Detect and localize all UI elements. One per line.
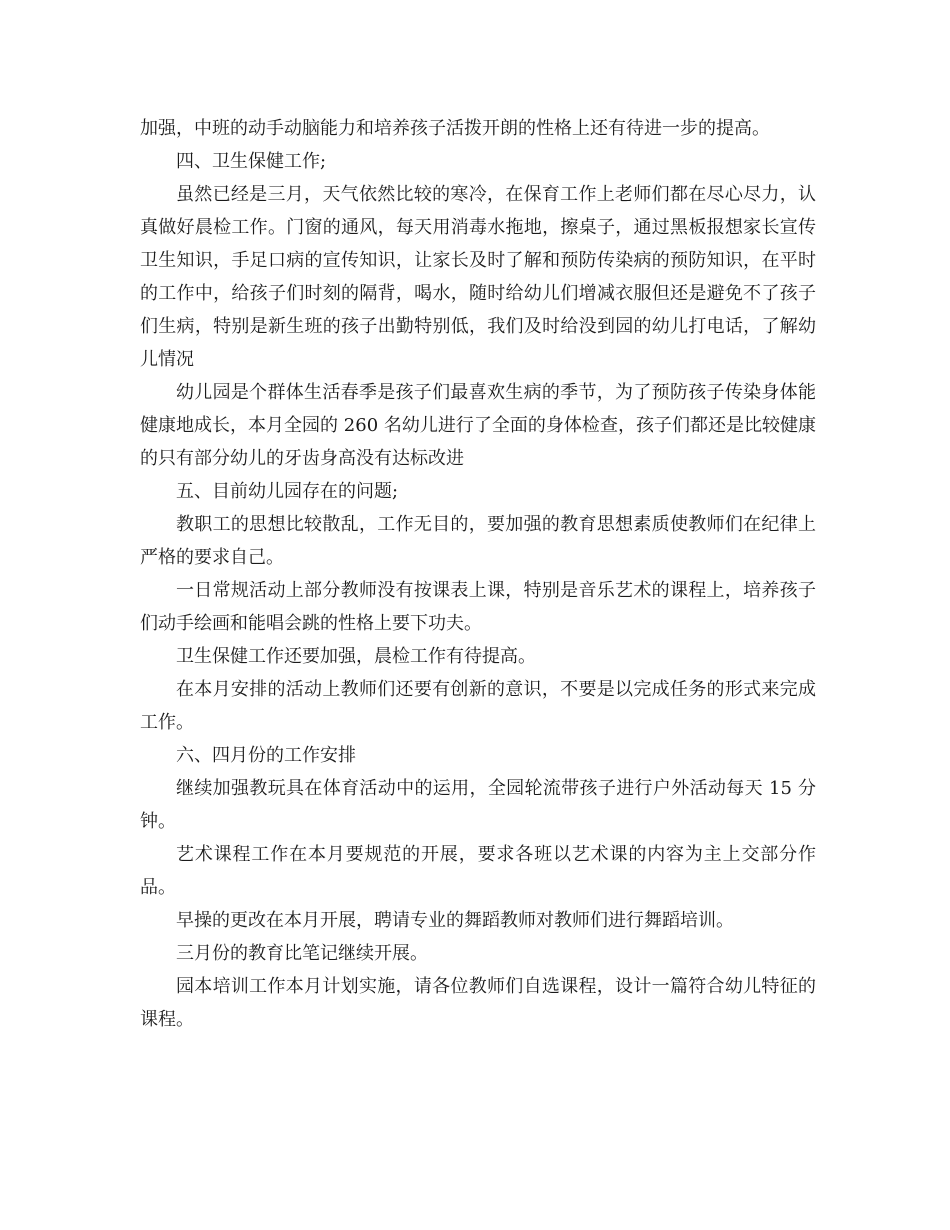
section-heading-april-plan: 六、四月份的工作安排 xyxy=(176,745,356,766)
paragraph-plan-outdoor: 继续加强教玩具在体育活动中的运用，全园轮流带孩子进行户外活动每天 15 分钟。 xyxy=(140,778,816,832)
paragraph-plan-training: 园本培训工作本月计划实施，请各位教师们自选课程，设计一篇符合幼儿特征的课程。 xyxy=(140,976,816,1030)
paragraph-hygiene-detail: 虽然已经是三月，天气依然比较的寒冷，在保育工作上老师们都在尽心尽力，认真做好晨检工作。门窗的通风，每天用消毒水拖地，擦桌子，通过黑板报想家长宣传卫生知识，手足口病的宣传知识，让家长及时了解和预防传染病的预防知识，在平时的工作中，给孩子们时刻的隔背，喝水，随时给幼儿们增减衣服但还是避免不了孩子们生病，特别是新生班的孩子出勤特别低，我们及时给没到园的幼儿打电话，了解幼儿情况 xyxy=(140,184,816,370)
paragraph-problem-curriculum: 一日常规活动上部分教师没有按课表上课，特别是音乐艺术的课程上，培养孩子们动手绘画和能唱会跳的性格上要下功夫。 xyxy=(140,580,816,634)
document-body xyxy=(140,112,816,1036)
paragraph-plan-art: 艺术课程工作在本月要规范的开展，要求各班以艺术课的内容为主上交部分作品。 xyxy=(140,844,816,898)
paragraph-health-check: 幼儿园是个群体生活春季是孩子们最喜欢生病的季节，为了预防孩子传染身体能健康地成长，本月全园的 260 名幼儿进行了全面的身体检查，孩子们都还是比较健康的只有部分幼儿的牙齿身高没有达标改进 xyxy=(140,382,816,469)
paragraph-problem-hygiene: 卫生保健工作还要加强，晨检工作有待提高。 xyxy=(176,646,536,667)
paragraph-problem-staff: 教职工的思想比较散乱，工作无目的，要加强的教育思想素质使教师们在纪律上严格的要求自己。 xyxy=(140,514,816,568)
paragraph-continuation: 加强，中班的动手动脑能力和培养孩子活拨开朗的性格上还有待进一步的提高。 xyxy=(140,118,770,139)
section-heading-problems: 五、目前幼儿园存在的问题; xyxy=(176,481,399,502)
paragraph-plan-exercise: 早操的更改在本月开展，聘请专业的舞蹈教师对教师们进行舞蹈培训。 xyxy=(176,910,734,931)
paragraph-problem-innovation: 在本月安排的活动上教师们还要有创新的意识，不要是以完成任务的形式来完成工作。 xyxy=(140,679,816,733)
section-heading-hygiene: 四、卫生保健工作; xyxy=(176,151,327,172)
paragraph-plan-notes: 三月份的教育比笔记继续开展。 xyxy=(176,943,428,964)
